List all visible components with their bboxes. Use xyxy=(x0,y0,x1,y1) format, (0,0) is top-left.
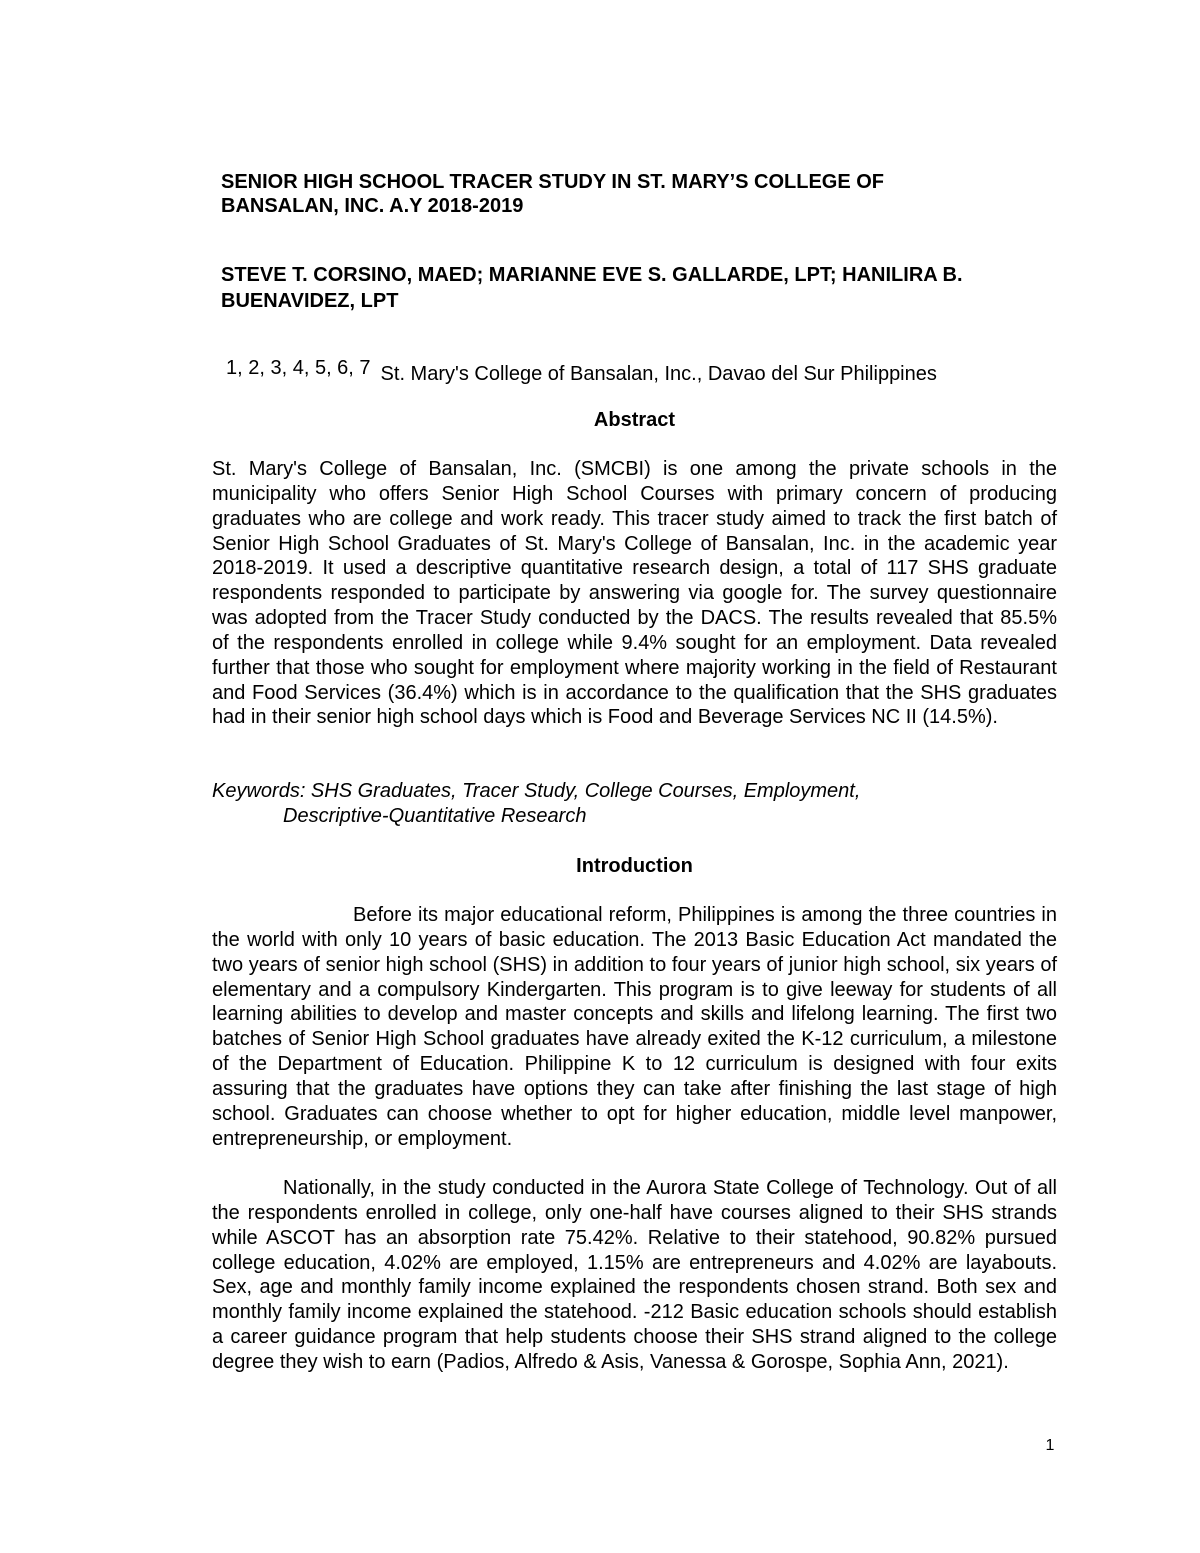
abstract-heading: Abstract xyxy=(593,409,676,431)
keywords-line-1: SHS Graduates, Tracer Study, College Courses, Employment, xyxy=(305,780,861,802)
keywords-line-2: Descriptive-Quantitative Research xyxy=(283,805,587,827)
intro-paragraph-2: Nationally, in the study conducted in the Aurora State College of Technology. Out of all the respondents enrolled in college, only one-half have courses aligned to their SHS strands while ASCOT has an absorption rate 75.42%. Relative to their statehood, 90.82% pursued college education, 4.02% are employed, 1.15% are entrepreneurs and 4.02% are layabouts. Sex, age and monthly family income explained the respondents chosen strand. Both sex and monthly family income explained the statehood. -212 Basic education schools should establish a career guidance program that help students choose their SHS strand aligned to the college degree they wish to earn (Padios, Alfredo & Asis, Vanessa & Gorospe, Sophia Ann, 2021). xyxy=(212,1177,1057,1373)
author-list: STEVE T. CORSINO, MAED; MARIANNE EVE S. GALLARDE, LPT; HANILIRA B. BUENAVIDEZ, LPT xyxy=(221,264,963,312)
abstract-body: St. Mary's College of Bansalan, Inc. (SMCBI) is one among the private schools in the municipality who offers Senior High School Courses with primary concern of producing graduates who are college and work ready. This tracer study aimed to track the first batch of Senior High School Graduates of St. Mary's College of Bansalan, Inc. in the academic year 2018-2019. It used a descriptive quantitative research design, a total of 117 SHS graduate respondents responded to participate by answering via google for. The survey questionnaire was adopted from the Tracer Study conducted by the DACS. The results revealed that 85.5% of the respondents enrolled in college while 9.4% sought for an employment. Data revealed further that those who sought for employment where majority working in the field of Restaurant and Food Services (36.4%) which is in accordance to the qualification that the SHS graduates had in their senior high school days which is Food and Beverage Services NC II (14.5%). xyxy=(212,458,1057,729)
affiliation-text: St. Mary's College of Bansalan, Inc., Davao del Sur Philippines xyxy=(380,363,937,385)
page-number: 1 xyxy=(1045,1437,1055,1454)
affiliation-line xyxy=(226,357,1026,387)
intro-paragraph-1: Before its major educational reform, Philippines is among the three countries in the world with only 10 years of basic education. The 2013 Basic Education Act mandated the two years of senior high school (SHS) in addition to four years of junior high school, six years of elementary and a compulsory Kindergarten. This program is to give leeway for students of all learning abilities to develop and master concepts and skills and lifelong learning. The first two batches of Senior High School graduates have already exited the K-12 curriculum, a milestone of the Department of Education. Philippine K to 12 curriculum is designed with four exits assuring that the graduates have options they can take after finishing the last stage of high school. Graduates can choose whether to opt for higher education, middle level manpower, entrepreneurship, or employment. xyxy=(212,904,1057,1150)
keywords-label: Keywords: xyxy=(212,780,306,802)
introduction-heading: Introduction xyxy=(576,855,693,877)
affiliation-numbers: 1, 2, 3, 4, 5, 6, 7 xyxy=(226,357,371,379)
keywords-block xyxy=(212,779,1057,829)
paper-title: SENIOR HIGH SCHOOL TRACER STUDY IN ST. MARY’S COLLEGE OF BANSALAN, INC. A.Y 2018-2019 xyxy=(221,171,885,217)
